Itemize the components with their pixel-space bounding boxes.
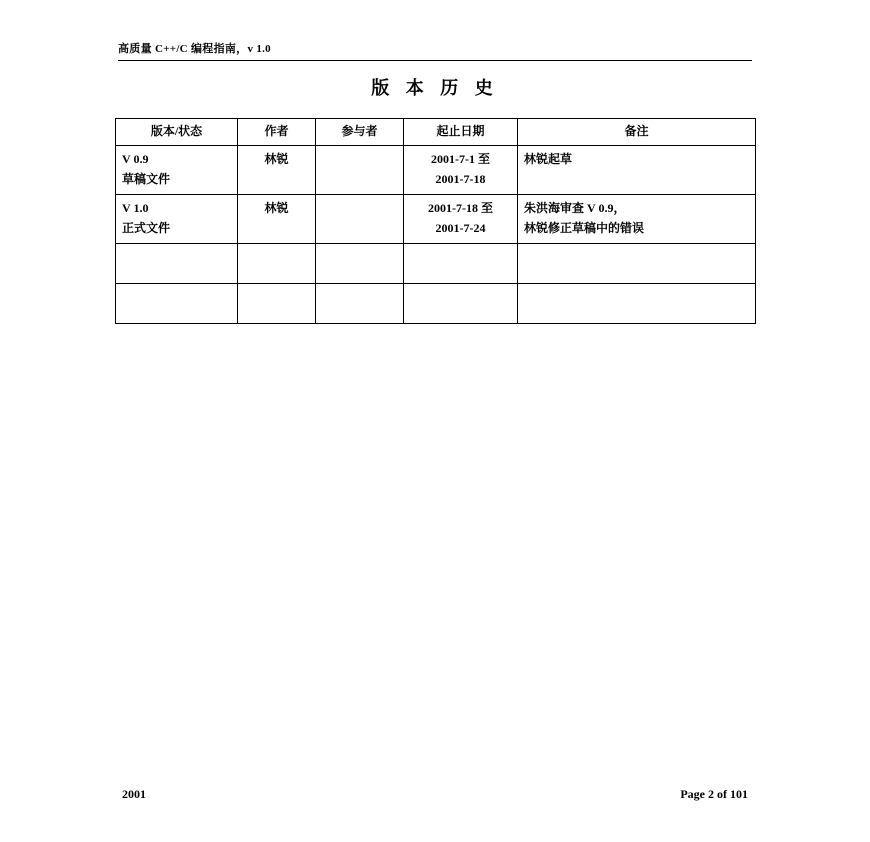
cell-dates [404,243,518,283]
footer-page-number: Page 2 of 101 [680,787,748,801]
cell-remarks: 朱洪海审查 V 0.9， 林锐修正草稿中的错误 [518,194,756,243]
table-header-row [116,119,756,146]
cell-dates [404,283,518,323]
cell-version: V 1.0 正式文件 [116,194,238,243]
cell-dates: 2001-7-18 至 2001-7-24 [404,194,518,243]
cell-participants [316,194,404,243]
page-title: 版 本 历 史 [371,78,499,98]
column-header-participants: 参与者 [316,119,404,146]
cell-remarks [518,243,756,283]
cell-participants [316,145,404,194]
cell-version: V 0.9 草稿文件 [116,145,238,194]
cell-dates: 2001-7-1 至 2001-7-18 [404,145,518,194]
cell-remarks: 林锐起草 [518,145,756,194]
table-row [116,243,756,283]
cell-version [116,243,238,283]
column-header-version: 版本/状态 [116,119,238,146]
cell-version [116,283,238,323]
version-history-table [115,118,756,324]
column-header-author: 作者 [238,119,316,146]
cell-remarks [518,283,756,323]
cell-author: 林锐 [238,194,316,243]
table-row [116,194,756,243]
cell-author [238,243,316,283]
footer-year: 2001 [122,787,146,801]
version-history-table-wrapper [115,118,755,324]
page-header: 高质量 C++/C 编程指南，v 1.0 [118,40,752,61]
cell-author [238,283,316,323]
table-row [116,283,756,323]
cell-author: 林锐 [238,145,316,194]
column-header-dates: 起止日期 [404,119,518,146]
table-row [116,145,756,194]
cell-participants [316,243,404,283]
cell-participants [316,283,404,323]
column-header-remarks: 备注 [518,119,756,146]
